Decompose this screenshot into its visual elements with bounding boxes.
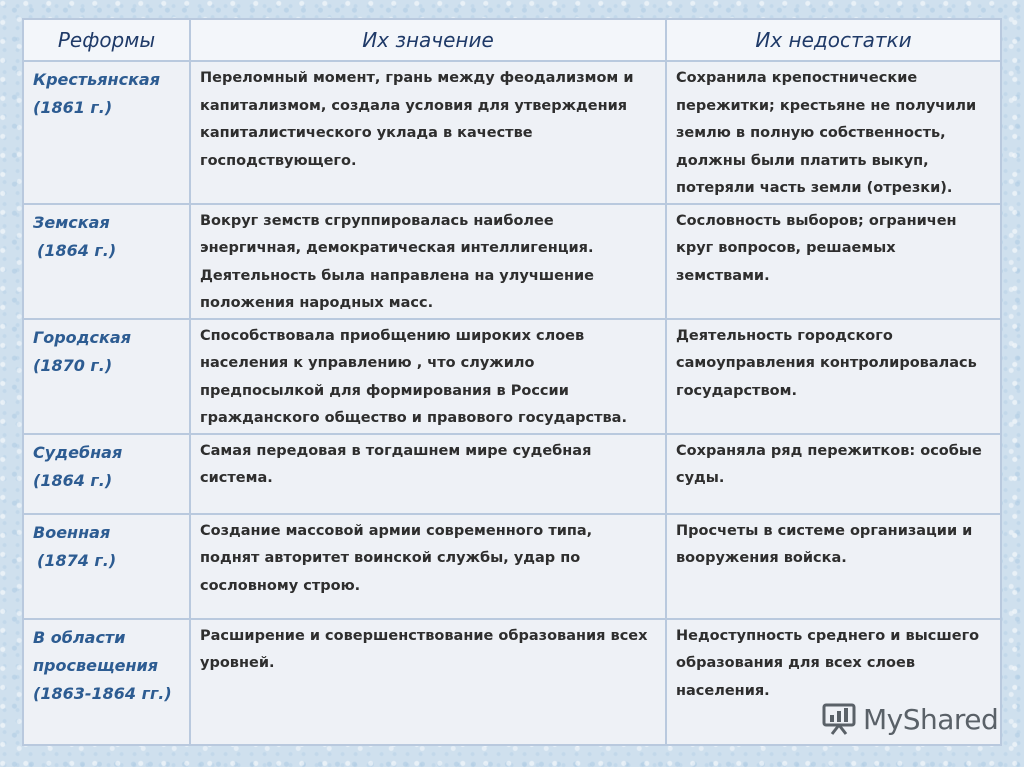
- table-row: [23, 204, 1001, 319]
- reform-cell: [23, 61, 190, 204]
- drawbacks-cell: Сословность выборов; ограничен круг вопросов, решаемых земствами.: [666, 204, 1001, 319]
- reform-name: Крестьянская: [33, 70, 160, 89]
- table-row: [23, 434, 1001, 514]
- reform-cell: [23, 619, 190, 746]
- table-row: [23, 61, 1001, 204]
- significance-cell: Создание массовой армии современного типа, поднят авторитет воинской службы, удар по сословному строю.: [190, 514, 666, 619]
- significance-cell: Самая передовая в тогдашнем мире судебная система.: [190, 434, 666, 514]
- reform-cell: [23, 434, 190, 514]
- reform-cell: [23, 319, 190, 434]
- reform-name: Городская: [33, 327, 131, 347]
- significance-cell: Расширение и совершенствование образования всех уровней.: [190, 619, 666, 746]
- reform-name: Военная: [33, 522, 111, 542]
- reform-name: Земская: [33, 212, 110, 232]
- reform-year: (1864 г.): [33, 470, 113, 490]
- reform-year: (1870 г.): [33, 355, 113, 375]
- reform-cell: [23, 204, 190, 319]
- reforms-table: [22, 18, 1002, 746]
- presentation-board-icon: [821, 702, 857, 736]
- reforms-table-container: [22, 18, 1000, 746]
- reform-name: Судебная: [33, 442, 123, 462]
- table-header-row: [23, 19, 1001, 61]
- myshared-watermark: [821, 701, 998, 737]
- drawbacks-cell: Сохраняла ряд пережитков: особые суды.: [666, 434, 1001, 514]
- header-reforms: Реформы: [23, 19, 190, 61]
- reform-year: (1864 г.): [37, 240, 117, 260]
- reform-year: (1861 г.): [33, 98, 113, 117]
- drawbacks-cell: Деятельность городского самоуправления контролировалась государством.: [666, 319, 1001, 434]
- header-significance: Их значение: [190, 19, 666, 61]
- table-row: [23, 319, 1001, 434]
- header-drawbacks: Их недостатки: [666, 19, 1001, 61]
- table-row: [23, 514, 1001, 619]
- reform-cell: [23, 514, 190, 619]
- significance-cell: Вокруг земств сгруппировалась наиболее энергичная, демократическая интеллигенция. Деятельность была направлена на улучшение положения народных масс.: [190, 204, 666, 319]
- drawbacks-cell: Просчеты в системе организации и вооружения войска.: [666, 514, 1001, 619]
- reform-name: В области просвещения: [33, 627, 159, 675]
- significance-cell: Способствовала приобщению широких слоев населения к управлению , что служило предпосылкой для формирования в России гражданского общество и правового государства.: [190, 319, 666, 434]
- drawbacks-cell: Сохранила крепостнические пережитки; крестьяне не получили землю в полную собственность, должны были платить выкуп, потеряли часть земли (отрезки).: [666, 61, 1001, 204]
- reform-year: (1863-1864 гг.): [33, 683, 172, 703]
- reform-year: (1874 г.): [37, 550, 117, 570]
- significance-cell: Переломный момент, грань между феодализмом и капитализмом, создала условия для утверждения капиталистического уклада в качестве господствующего.: [190, 61, 666, 204]
- watermark-text: MyShared: [863, 702, 999, 736]
- drawbacks-cell: Недоступность среднего и высшего образования для всех слоев населения.: [666, 619, 1001, 746]
